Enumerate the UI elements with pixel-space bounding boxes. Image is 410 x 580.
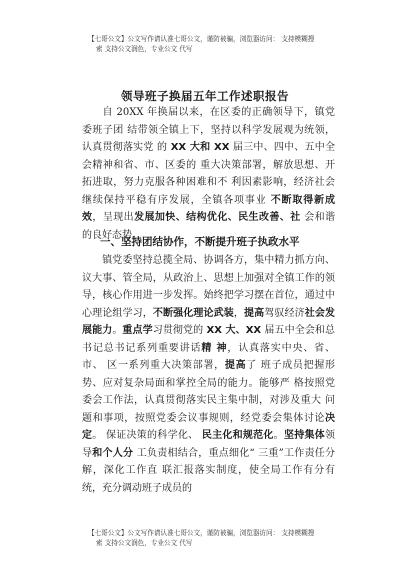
bold-text-run: 坚持集体 bbox=[283, 430, 325, 441]
text-run: 工负责相结合，重点细化“ 三重”工作责任分解，深化工作直 联汇报落实制度，使全局工作有分有统，充分调动班子成员的 bbox=[82, 447, 336, 494]
bold-text-run: XX 大和 XX bbox=[170, 142, 230, 153]
document-title: 领导班子换届五年工作述职报告 bbox=[121, 89, 289, 103]
footer-banner bbox=[88, 528, 358, 548]
text-run: 。 保证决策的科学化、 bbox=[92, 430, 202, 441]
bold-text-run: 发展加快、结构优化、民生改善、社 bbox=[134, 212, 301, 223]
text-run: 自 20XX 年换届以来，在区委的正确领导下，镇党委班子团 结带领全镇上下，坚持以科学发展观为统领，认真贯彻落实党 的 bbox=[82, 107, 335, 153]
bold-text-run: 和个人分 bbox=[92, 447, 134, 459]
text-run: 届五中全会和总书记总书记系列重要讲话 bbox=[82, 325, 336, 354]
paragraph-section-1-text bbox=[82, 255, 335, 494]
bold-text-run: 民主化和规范化 bbox=[201, 430, 274, 441]
text-run: 。 bbox=[112, 325, 123, 336]
banner-line-1: 【七哥公文】公文写作请认准七哥公文，谨防被骗，浏览器访问： 支持模糊搜 bbox=[88, 529, 315, 537]
text-run: 领导 bbox=[82, 430, 335, 459]
bold-text-run: 不断强化理论武装 bbox=[152, 307, 234, 319]
bold-text-run: 不断取得新成效 bbox=[82, 194, 335, 223]
paragraph-intro-text bbox=[82, 107, 335, 241]
text-run: 会和谐的良好态势。 bbox=[82, 212, 336, 241]
bold-text-run: 重点学 bbox=[122, 325, 153, 336]
banner-line-1: 【七哥公文】公文写作请认准七哥公文，谨防被骗，浏览器访问： 支持模糊搜 bbox=[88, 35, 315, 43]
text-run: 届三中、四中、五中全会精神和省、市、区委的 重大决策部署，解放思想、开拓进取，努力克服各种困难和不 利因素影响，经济社会继续保持平稳有序发展，全镇各项事业 bbox=[82, 142, 335, 206]
text-run: 镇党委坚持总揽全局、协调各方，集中精力抓方向、议大事、管全局，从政治上、思想上加强对全镇工作的领导，核心作用进一步发挥。始终把学习摆在首位，通过中心理论组学习， bbox=[82, 255, 335, 319]
bold-text-run: 决定 bbox=[82, 412, 335, 441]
banner-line-2: 索 支持公文润色，专业公文 代写 bbox=[96, 45, 193, 53]
bold-text-run: 提高 bbox=[244, 307, 265, 319]
text-run: 驾驭经济 bbox=[264, 307, 305, 319]
paragraph-intro bbox=[82, 104, 335, 244]
text-run: 。 bbox=[273, 430, 284, 441]
bold-text-run: 提高 bbox=[224, 360, 247, 371]
text-run: ，呈现出 bbox=[92, 212, 135, 223]
section-heading-1: 一、坚持团结协作，不断提升班子执政水平 bbox=[100, 236, 300, 248]
text-run: 习贯彻党的 bbox=[152, 325, 207, 336]
text-run: 了 班子成员把握形势、应对复杂局面和掌控全局的能力。能够严 格按照党委会工作法，认真贯彻落实民主集中制，对涉及重大 问题和事项，按照党委会议事规则，经党委会集体讨论 bbox=[82, 360, 336, 424]
text-run: ， bbox=[233, 307, 244, 319]
paragraph-section-1 bbox=[82, 252, 335, 497]
bold-text-run: XX 大、XX bbox=[206, 325, 262, 336]
banner-line-2: 索 支持公文润色，专业公文 代写 bbox=[96, 539, 193, 547]
text-run: ，认真落实中央、省、市、 区一系列重大决策部署， bbox=[82, 342, 336, 371]
header-banner bbox=[88, 34, 358, 54]
bold-text-run: 社会发展能力 bbox=[82, 307, 335, 336]
bold-text-run: 精 神 bbox=[201, 342, 228, 354]
